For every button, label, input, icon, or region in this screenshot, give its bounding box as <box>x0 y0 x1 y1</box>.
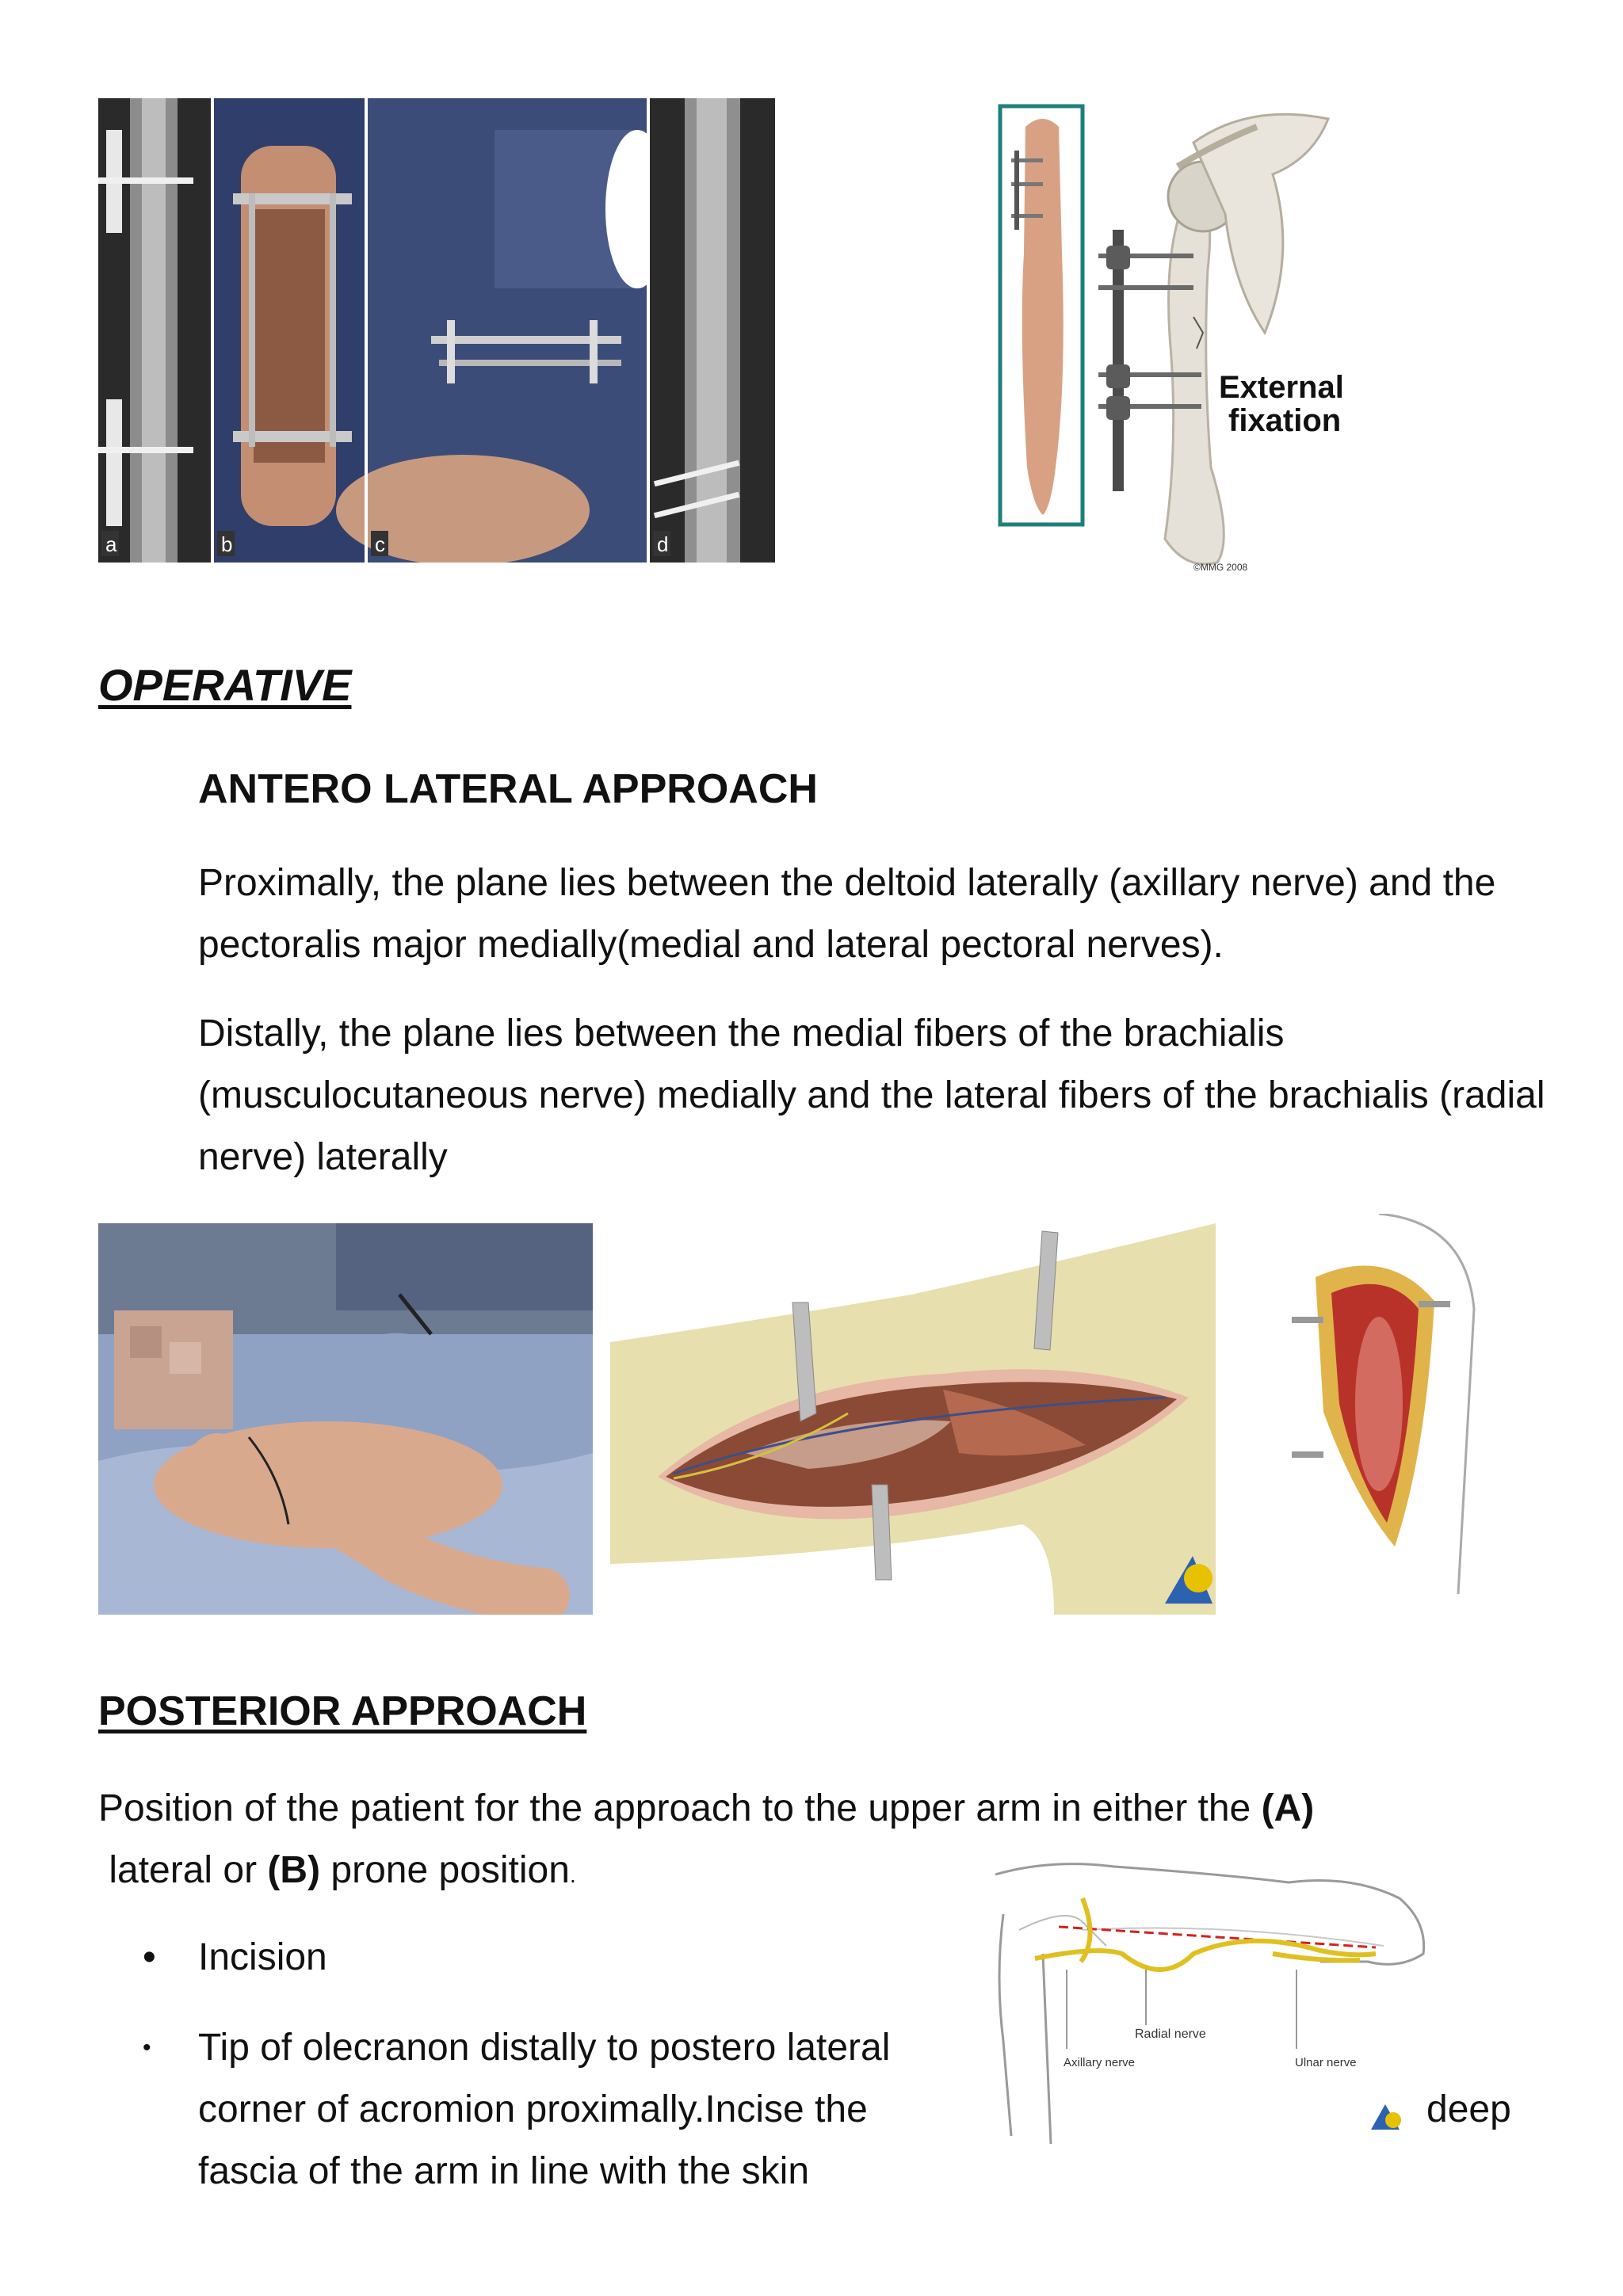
anterolateral-paragraph-1: Proximally, the plane lies between the deltoid laterally (axillary nerve) and the pectoralis major medially(medial and lateral pectoral nerves). <box>198 862 1496 966</box>
posterior-approach-heading: POSTERIOR APPROACH <box>98 1688 587 1734</box>
bullet-text: Incision <box>198 1936 327 1978</box>
panel-label-a: a <box>105 532 117 556</box>
posterior-nerve-diagram <box>987 1851 1431 2152</box>
panel-label-c: c <box>375 532 385 556</box>
bullet-item <box>0 1927 951 1990</box>
operative-heading: OPERATIVE <box>98 660 352 710</box>
patient-positioning-photo <box>98 1223 593 1615</box>
axillary-nerve-label: Axillary nerve <box>1064 2056 1136 2069</box>
anterolateral-paragraph-2: Distally, the plane lies between the medial fibers of the brachialis (musculocutaneous nerve) medially and the lateral fibers of the brachialis (radial nerve) laterally <box>198 1013 1545 1178</box>
radial-nerve-label: Radial nerve <box>1135 2027 1206 2041</box>
label-a: (A) <box>1261 1787 1315 1829</box>
label-b: (B) <box>267 1849 321 1891</box>
external-fixation-illustration <box>995 95 1344 578</box>
external-fixation-photo-composite <box>98 98 775 563</box>
ulnar-nerve-label: Ulnar nerve <box>1295 2056 1357 2069</box>
bullet-marker: • <box>143 1936 156 1978</box>
anterolateral-approach-heading: ANTERO LATERAL APPROACH <box>198 766 818 812</box>
bullet-marker: • <box>143 2035 151 2061</box>
surgical-exposure-illustration <box>1260 1214 1498 1594</box>
trailing-word-deep: deep <box>1426 2088 1511 2130</box>
bullet-item <box>0 2017 951 2207</box>
panel-label-b: b <box>221 532 233 556</box>
bullet-text: Tip of olecranon distally to postero lateral corner of acromion proximally.Incise the fascia of the arm in line with the skin <box>198 2027 891 2192</box>
publisher-logo-icon <box>1369 2100 1404 2131</box>
external-label-line2: fixation <box>1228 403 1342 438</box>
posterior-position-text: Position of the patient for the approach to the upper arm in either the (A) lateral or (B) prone position. <box>98 1787 1315 1891</box>
anterolateral-approach-illustration <box>610 1223 1216 1615</box>
panel-label-d: d <box>657 532 669 556</box>
illustration-copyright: ©MMG 2008 <box>1193 562 1248 573</box>
external-label-line1: External <box>1219 370 1344 405</box>
